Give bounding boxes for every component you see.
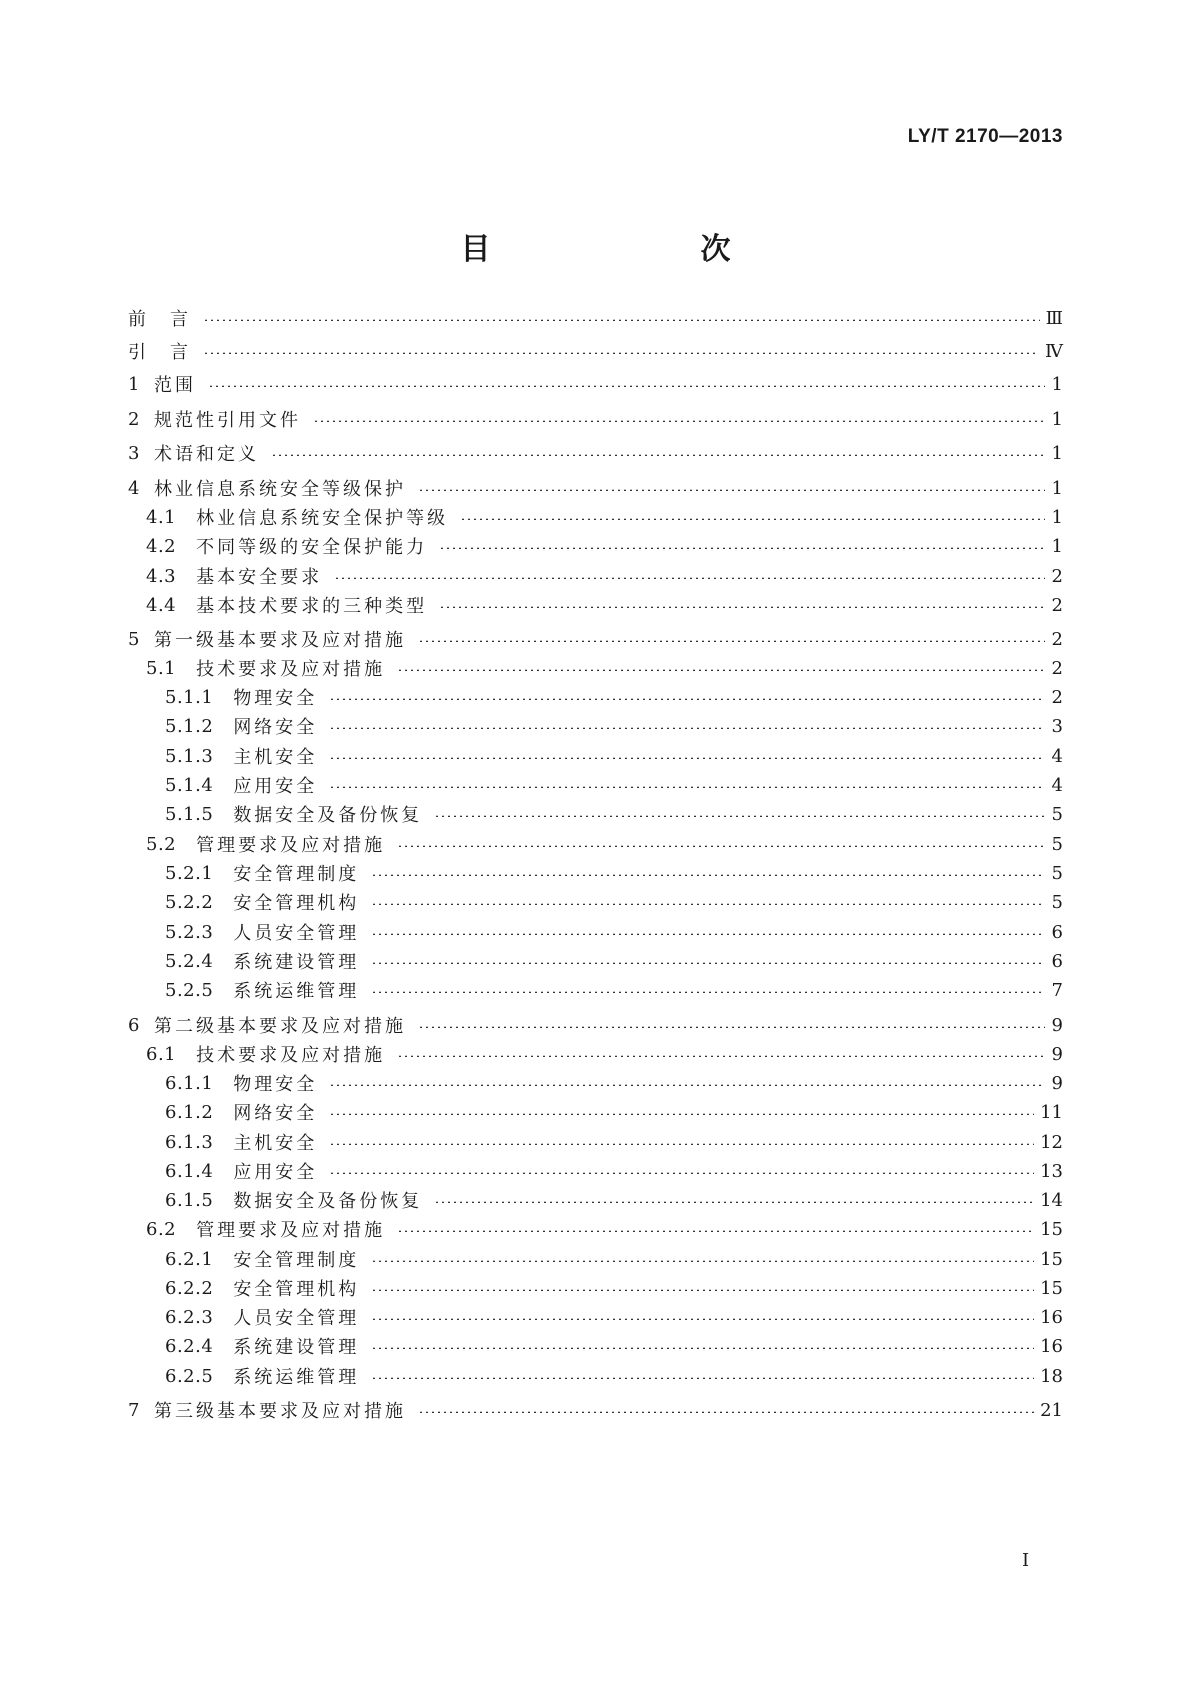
toc-entry-number: 6 [128,1014,140,1036]
toc-entry [146,561,1063,591]
toc-entry-title: 前 言 [128,309,191,330]
dot-leader [203,319,1040,321]
toc-entry-number: 7 [128,1399,140,1421]
toc-entry [165,682,1063,712]
toc-entry-title: 基本安全要求 [196,567,323,588]
toc-entry-title: 管理要求及应对措施 [196,835,386,856]
toc-entry [165,946,1063,976]
toc-entry-page: 2 [1051,657,1063,679]
toc-entry-title: 网络安全 [233,717,318,738]
toc-entry-number: 6.2.2 [165,1277,214,1299]
dot-leader [371,1289,1034,1291]
toc-entry-page: 12 [1040,1131,1063,1153]
toc-entry-page: 9 [1051,1043,1063,1065]
toc-entry-title: 安全管理制度 [233,864,360,885]
dot-leader [208,385,1045,387]
toc-entry-title: 技术要求及应对措施 [196,659,386,680]
toc-entry-page: 2 [1051,686,1063,708]
dot-leader [371,903,1045,905]
toc-entry-page: 14 [1040,1189,1063,1211]
toc-entry-number: 5.2.1 [165,862,214,884]
toc-entry-number: 5.1.1 [165,686,214,708]
toc-entry-title: 基本技术要求的三种类型 [196,596,428,617]
toc-entry-page: 1 [1051,408,1063,430]
toc-entry-title: 网络安全 [233,1103,318,1124]
toc-entry [146,1214,1063,1244]
toc-entry [165,1185,1063,1215]
dot-leader [460,518,1045,520]
toc-entry [165,917,1063,947]
toc-entry [165,887,1063,917]
toc-entry-number: 5.2.4 [165,950,214,972]
toc-entry [165,1127,1063,1157]
dot-leader [439,547,1045,549]
toc-entry [165,1156,1063,1186]
dot-leader [329,727,1045,729]
dot-leader [329,786,1045,788]
toc-entry-number: 6.2.4 [165,1335,214,1357]
dot-leader [418,489,1045,491]
toc-entry-number: 5.1.4 [165,774,214,796]
toc-entry-number: 5.1.3 [165,745,214,767]
toc-entry [128,404,1063,434]
toc-entry-page: 9 [1051,1072,1063,1094]
toc-entry-number: 2 [128,408,140,430]
dot-leader [329,757,1045,759]
page-title: 目 次 [460,232,781,267]
toc-entry-number: 5.2 [146,833,177,855]
toc-entry [128,473,1063,503]
toc-entry-title: 管理要求及应对措施 [196,1220,386,1241]
toc-entry-title: 规范性引用文件 [153,410,301,431]
toc-entry-number: 6.1.5 [165,1189,214,1211]
toc-entry [146,653,1063,683]
toc-entry-number: 6.1.1 [165,1072,214,1094]
dot-leader [329,1084,1045,1086]
toc-entry [146,590,1063,620]
toc-entry [146,1039,1063,1069]
dot-leader [371,1377,1034,1379]
toc-entry [146,531,1063,561]
toc-entry-page: 1 [1051,506,1063,528]
toc-entry-page: 2 [1051,565,1063,587]
toc-entry-page: 1 [1051,535,1063,557]
toc-entry [165,1361,1063,1391]
toc-entry [128,303,1063,333]
toc-entry-title: 人员安全管理 [233,1308,360,1329]
toc-entry-title: 不同等级的安全保护能力 [196,537,428,558]
toc-entry-number: 6.1.3 [165,1131,214,1153]
toc-entry-page: 1 [1051,477,1063,499]
toc-entry-page: 5 [1051,833,1063,855]
toc-entry-page: 18 [1040,1365,1063,1387]
toc-entry-number: 1 [128,373,140,395]
dot-leader [418,1026,1045,1028]
toc-entry-page: 13 [1040,1160,1063,1182]
toc-entry-title: 数据安全及备份恢复 [233,1191,423,1212]
toc-entry-title: 系统建设管理 [233,1337,360,1358]
toc-entry [128,1395,1063,1425]
toc-entry-title: 人员安全管理 [233,923,360,944]
toc-entry [128,336,1063,366]
toc-entry-page: 11 [1040,1101,1063,1123]
toc-entry [128,438,1063,468]
toc-entry-title: 第一级基本要求及应对措施 [153,630,406,651]
dot-leader [397,1230,1034,1232]
toc-entry-title: 系统运维管理 [233,1367,360,1388]
toc-entry [165,1097,1063,1127]
toc-entry-page: 5 [1051,803,1063,825]
toc-entry-title: 范围 [153,375,196,396]
dot-leader [329,698,1045,700]
toc-entry-number: 5.2.2 [165,891,214,913]
toc-entry [165,799,1063,829]
toc-entry-number: 4.1 [146,506,177,528]
toc-entry-title: 技术要求及应对措施 [196,1045,386,1066]
dot-leader [439,606,1045,608]
dot-leader [371,1260,1034,1262]
dot-leader [313,420,1045,422]
toc-entry-number: 4.4 [146,594,177,616]
toc-entry-title: 引 言 [128,342,191,363]
dot-leader [271,454,1045,456]
toc-entry [128,624,1063,654]
dot-leader [397,845,1045,847]
toc-entry-page: 5 [1051,891,1063,913]
toc-entry [146,502,1063,532]
toc-entry-number: 5.2.3 [165,921,214,943]
dot-leader [203,352,1039,354]
toc-entry-title: 主机安全 [233,1133,318,1154]
toc-entry-page: 2 [1051,628,1063,650]
toc-entry-number: 4.3 [146,565,177,587]
toc-entry-page: 5 [1051,862,1063,884]
toc-entry [165,1244,1063,1274]
dot-leader [418,640,1045,642]
dot-leader [329,1172,1034,1174]
toc-entry-number: 5.1 [146,657,177,679]
toc-entry [165,975,1063,1005]
toc-entry-title: 物理安全 [233,688,318,709]
toc-entry-title: 林业信息系统安全等级保护 [153,479,406,500]
dot-leader [434,1201,1034,1203]
toc-entry-page: 15 [1040,1218,1063,1240]
toc-entry-page: 9 [1051,1014,1063,1036]
dot-leader [371,1318,1034,1320]
toc-entry [146,829,1063,859]
toc-entry-title: 第三级基本要求及应对措施 [153,1401,406,1422]
toc-entry [165,741,1063,771]
toc-entry-page: Ⅳ [1045,340,1063,362]
toc-entry-number: 5.2.5 [165,979,214,1001]
toc-entry-page: 4 [1051,774,1063,796]
toc-entry-number: 6.2.3 [165,1306,214,1328]
document-code: LY/T 2170—2013 [907,126,1063,147]
toc-entry-title: 安全管理制度 [233,1250,360,1271]
toc-entry-page: 16 [1040,1335,1063,1357]
toc-entry-page: 4 [1051,745,1063,767]
toc-entry-title: 数据安全及备份恢复 [233,805,423,826]
toc-entry-page: 15 [1040,1248,1063,1270]
dot-leader [371,1347,1034,1349]
toc-entry-title: 主机安全 [233,747,318,768]
toc-entry-page: 1 [1051,442,1063,464]
toc-entry [128,369,1063,399]
toc-entry-title: 第二级基本要求及应对措施 [153,1016,406,1037]
toc-entry-title: 林业信息系统安全保护等级 [196,508,449,529]
toc-entry-number: 5 [128,628,140,650]
toc-entry-number: 6.2.5 [165,1365,214,1387]
toc-entry [165,1068,1063,1098]
dot-leader [418,1411,1034,1413]
dot-leader [371,933,1045,935]
toc-entry [165,858,1063,888]
toc-entry-number: 6.2.1 [165,1248,214,1270]
dot-leader [329,1143,1034,1145]
toc-entry-page: 16 [1040,1306,1063,1328]
toc-entry [165,711,1063,741]
toc-entry-page: 2 [1051,594,1063,616]
toc-entry [128,1010,1063,1040]
page-number: I [1022,1550,1030,1571]
dot-leader [371,962,1045,964]
toc-entry-page: 7 [1051,979,1063,1001]
toc-entry-page: 6 [1051,950,1063,972]
dot-leader [434,815,1045,817]
toc-entry-number: 4 [128,477,140,499]
toc-entry-page: 3 [1051,715,1063,737]
dot-leader [334,577,1045,579]
toc-entry-page: 6 [1051,921,1063,943]
toc-entry-number: 6.1.4 [165,1160,214,1182]
toc-entry [165,1331,1063,1361]
toc-entry [165,1273,1063,1303]
toc-entry-title: 物理安全 [233,1074,318,1095]
toc-entry-page: 21 [1040,1399,1063,1421]
toc-entry-number: 4.2 [146,535,177,557]
toc-entry-title: 系统建设管理 [233,952,360,973]
toc-entry-title: 系统运维管理 [233,981,360,1002]
toc-entry-title: 应用安全 [233,776,318,797]
toc-entry-page: Ⅲ [1045,307,1063,329]
dot-leader [397,669,1045,671]
toc-entry-page: 15 [1040,1277,1063,1299]
toc-entry-title: 应用安全 [233,1162,318,1183]
dot-leader [371,874,1045,876]
toc-entry-number: 5.1.2 [165,715,214,737]
toc-entry [165,770,1063,800]
toc-entry-title: 术语和定义 [153,444,259,465]
toc-entry-number: 6.1.2 [165,1101,214,1123]
dot-leader [397,1055,1045,1057]
toc-entry-number: 6.2 [146,1218,177,1240]
toc-entry-number: 5.1.5 [165,803,214,825]
dot-leader [371,991,1045,993]
toc-entry [165,1302,1063,1332]
dot-leader [329,1113,1034,1115]
toc-entry-title: 安全管理机构 [233,1279,360,1300]
toc-entry-title: 安全管理机构 [233,893,360,914]
toc-entry-number: 3 [128,442,140,464]
toc-entry-page: 1 [1051,373,1063,395]
toc-entry-number: 6.1 [146,1043,177,1065]
